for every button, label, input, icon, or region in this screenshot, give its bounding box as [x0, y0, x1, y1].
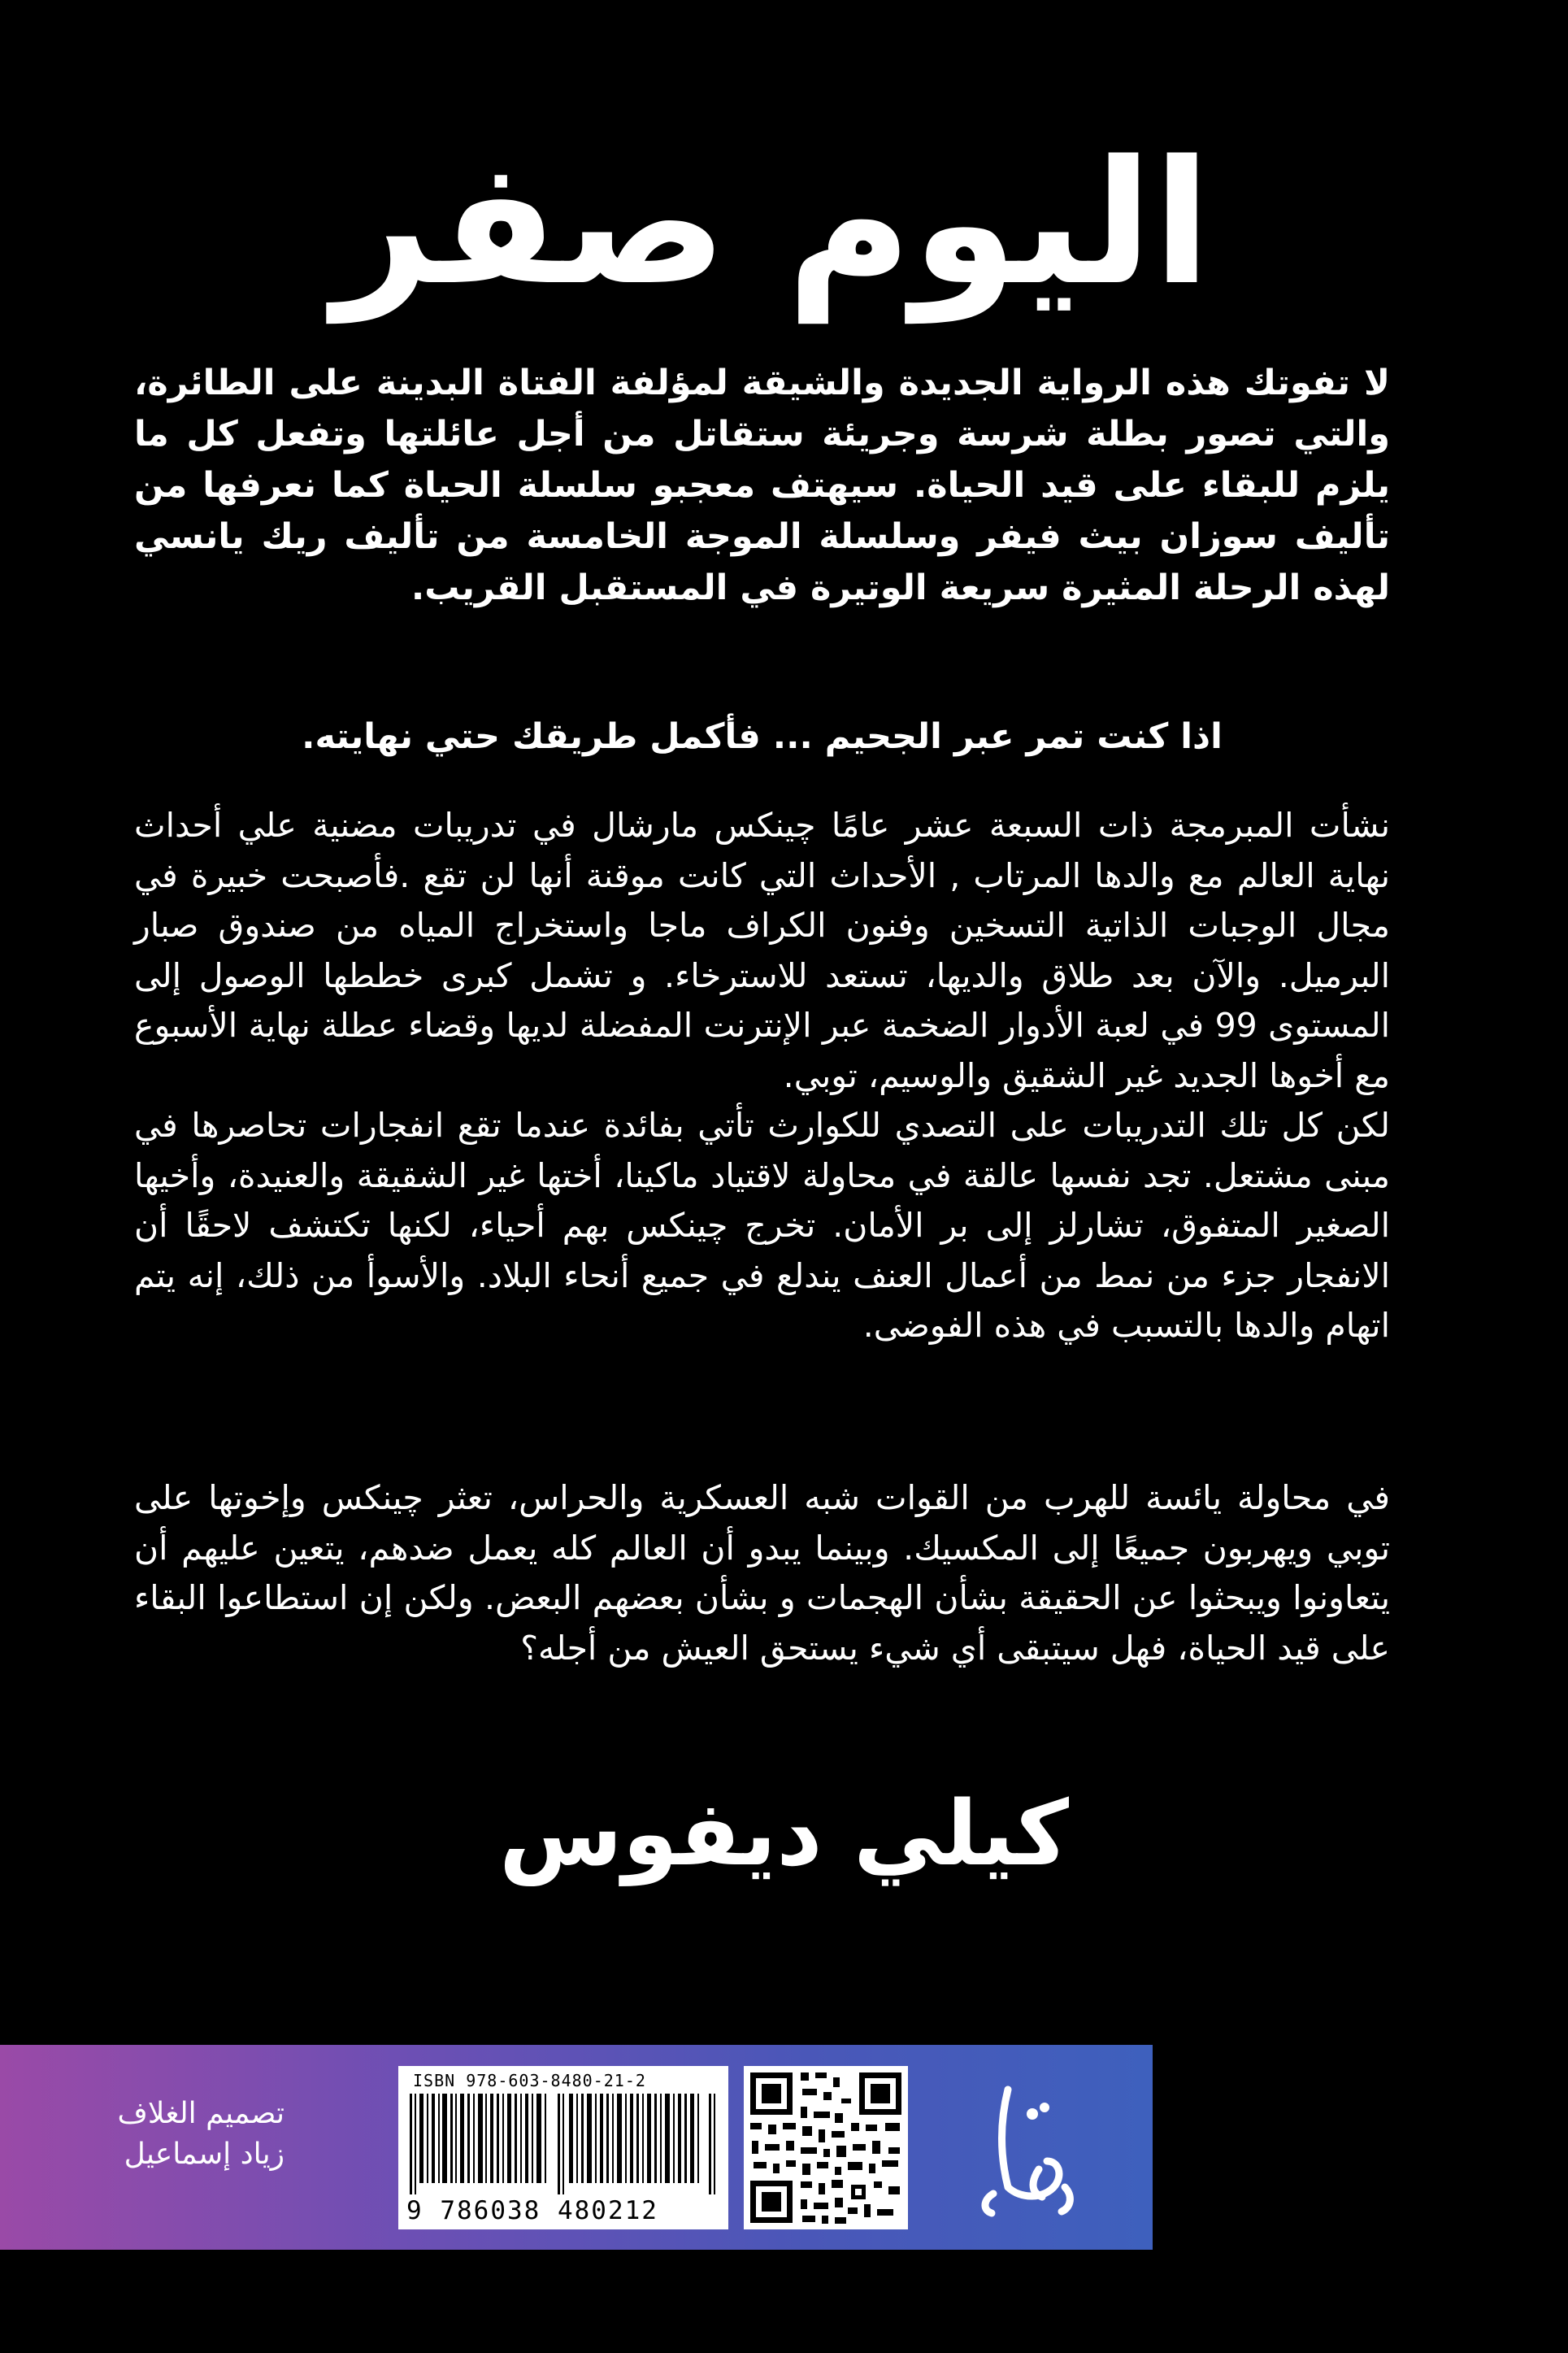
tagline: اذا كنت تمر عبر الجحيم ... فأكمل طريقك حتي نهايته. [302, 716, 1223, 757]
book-title: اليوم صفر [333, 124, 1211, 323]
qr-code-pattern [744, 2066, 908, 2229]
synopsis-body [134, 801, 1390, 1351]
credit-label: تصميم الغلاف [117, 2097, 284, 2130]
cover-design-credit [24, 2094, 284, 2175]
author-name: كيلي ديفوس [498, 1781, 1070, 1885]
isbn-barcode [398, 2066, 728, 2229]
publisher-logo-icon [951, 2065, 1097, 2228]
qr-code [744, 2066, 908, 2229]
synopsis-paragraph-1: نشأت المبرمجة ذات السبعة عشر عامًا چينكس مارشال في تدريبات مضنية علي أحداث نهاية العالم مع والدها المرتاب , الأحداث التي كانت موقنة أنها لن تقع .فأصبحت خبيرة في مجال الوجبات الذاتية التسخين وفنون الكراف ماجا واستخراج المياه من صندوق صبار البرميل. والآن بعد طلاق والديها، تستعد للاسترخاء. و تشمل كبرى خططها الوصول إلى المستوى 99 في لعبة الأدوار الضخمة عبر الإنترنت المفضلة لديها وقضاء عطلة نهاية الأسبوع مع أخوها الجديد غير الشقيق والوسيم، توبي. [134, 806, 1390, 1095]
barcode-bars [406, 2094, 720, 2194]
intro-paragraph: لا تفوتك هذه الرواية الجديدة والشيقة لمؤلفة الفتاة البدينة على الطائرة، والتي تصور بطلة شرسة وجريئة ستقاتل من أجل عائلتها وتفعل كل ما يلزم للبقاء على قيد الحياة. سيهتف معجبو سلسلة الحياة كما نعرفها من تأليف سوزان بيث فيفر وسلسلة الموجة الخامسة من تأليف ريك يانسي لهذه الرحلة المثيرة سريعة الوتيرة في المستقبل القريب. [134, 363, 1390, 608]
isbn-number: 9 786038 480212 [406, 2196, 658, 2225]
credit-designer: زياد إسماعيل [124, 2138, 284, 2171]
isbn-label: ISBN 978-603-8480-21-2 [413, 2071, 646, 2090]
synopsis-paragraph-2: لكن كل تلك التدريبات على التصدي للكوارث تأتي بفائدة عندما تقع انفجارات تحاصرها في مبنى مشتعل. تجد نفسها عالقة في محاولة لاقتياد ماكينا، أختها غير الشقيقة والعنيدة، وأخيها الصغير المتفوق، تشارلز إلى بر الأمان. تخرج چينكس بهم أحياء، لكنها تكتشف لاحقًا أن الانفجار جزء من نمط من أعمال العنف يندلع في جميع أنحاء البلاد. والأسوأ من ذلك، إنه يتم اتهام والدها بالتسبب في هذه الفوضى. [134, 1106, 1390, 1345]
synopsis-paragraph-3: في محاولة يائسة للهرب من القوات شبه العسكرية والحراس، تعثر چينكس وإخوتها على توبي ويهربون جميعًا إلى المكسيك. وبينما يبدو أن العالم كله يعمل ضدهم، يتعين عليهم أن يتعاونوا ويبحثوا عن الحقيقة بشأن الهجمات و بشأن بعضهم البعض. ولكن إن استطاعوا البقاء على قيد الحياة، فهل سيتبقى أي شيء يستحق العيش من أجله؟ [134, 1478, 1390, 1668]
